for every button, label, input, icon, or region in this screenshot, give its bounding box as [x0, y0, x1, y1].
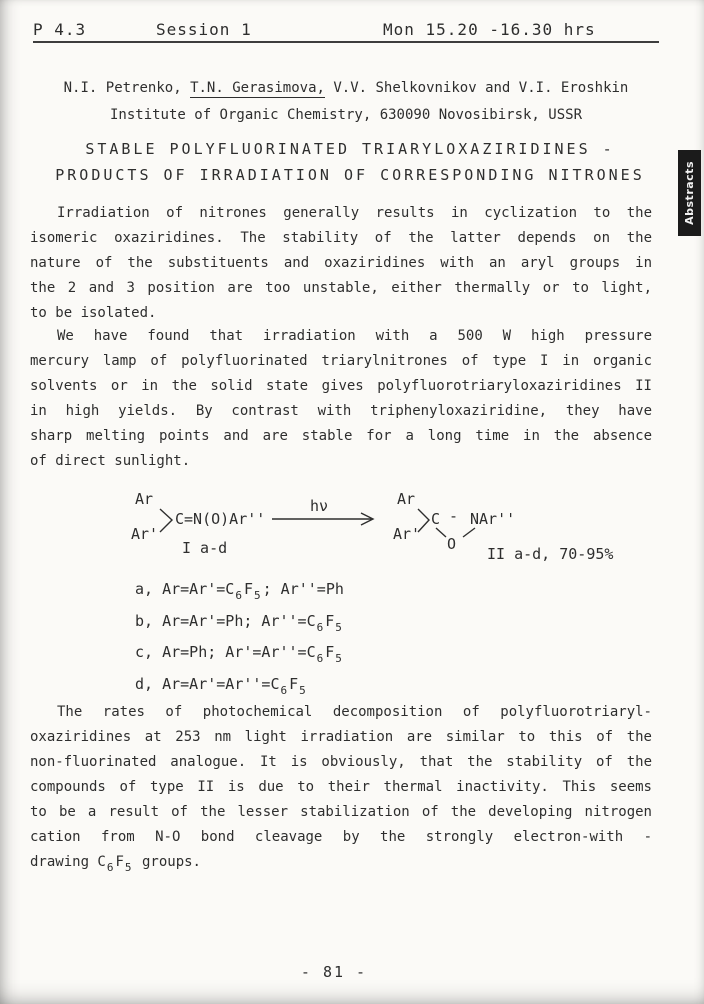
page-number: - 81 - — [300, 963, 368, 981]
product-n-group: NAr'' — [470, 510, 516, 528]
paragraph-line: We have found that irradiation with a 500 W high pressure — [57, 328, 652, 344]
paragraph-line: Irradiation of nitrones generally results in cyclization to the — [57, 205, 652, 221]
paragraph-line: drawing $C_6$ $F_5$ groups. — [30, 854, 201, 874]
paragraph-2 — [30, 324, 652, 474]
paragraph-line: cation from N-O bond cleavage by the strongly electron-with - — [30, 829, 652, 845]
author-names-pre: N.I. Petrenko, — [63, 80, 191, 96]
authors-line — [20, 80, 672, 96]
substituent-list — [135, 577, 344, 703]
paragraph-line: sharp melting points and are stable for a long time in the absence — [30, 428, 652, 444]
product-ar-prime-label: Ar' — [393, 525, 421, 543]
paragraph-line: the 2 and 3 position are too unstable, either thermally or to light, — [30, 280, 652, 296]
session-code: P 4.3 — [33, 20, 87, 39]
product-o-atom: O — [447, 535, 457, 553]
reactant-label: I a-d — [182, 539, 228, 557]
paragraph-line: isomeric oxaziridines. The stability of the latter depends on the — [30, 230, 652, 246]
paragraph-line: in high yields. By contrast with triphenyloxaziridine, they have — [30, 403, 652, 419]
session-name: Session 1 — [156, 20, 252, 39]
product-c-atom: C — [431, 510, 441, 528]
title-line-2: PRODUCTS OF IRRADIATION OF CORRESPONDING NITRONES — [55, 166, 645, 184]
paragraph-1 — [30, 201, 652, 326]
product-co-bond-line — [436, 528, 446, 537]
product-ar-label: Ar — [397, 490, 416, 508]
product-on-bond-line — [463, 528, 475, 537]
reaction-scheme — [120, 478, 648, 570]
reaction-condition: hν — [309, 497, 329, 515]
reaction-scheme-svg — [120, 478, 648, 570]
reactant-formula: C=N(O)Ar'' — [175, 510, 266, 528]
paragraph-line: oxaziridines at 253 nm light irradiation are similar to this of the — [30, 729, 652, 745]
product-label: II a-d, 70-95% — [487, 545, 614, 563]
page-header — [33, 16, 659, 43]
abstracts-side-tab — [678, 150, 701, 236]
title-line-1: STABLE POLYFLUORINATED TRIARYLOXAZIRIDINES - — [85, 140, 615, 158]
paragraph-line: of direct sunlight. — [30, 453, 191, 469]
paper-title — [20, 136, 680, 188]
reactant-bond-lines — [160, 509, 172, 532]
session-time: Mon 15.20 -16.30 hrs — [383, 20, 596, 39]
paragraph-line: compounds of type II is due to their thermal inactivity. This seems — [30, 779, 652, 795]
reactant-ar-label: Ar — [135, 490, 154, 508]
reactant-ar-prime-label: Ar' — [131, 525, 159, 543]
substituent-c: c, Ar=Ph; $Ar'=Ar''=C_6$ $F_5$ — [135, 643, 342, 665]
paragraph-line: mercury lamp of polyfluorinated triarylnitrones of type I in organic — [30, 353, 652, 369]
paragraph-line: nature of the substituents and oxaziridines with an aryl groups in — [30, 255, 652, 271]
paragraph-line: The rates of photochemical decomposition of polyfluorotriaryl- — [57, 704, 652, 720]
substituent-b: b, Ar=Ar'=Ph; $Ar''=C_6$ $F_5$ — [135, 611, 342, 634]
author-names-post: V.V. Shelkovnikov and V.I. Eroshkin — [324, 80, 629, 96]
substituent-a: a, $Ar=Ar'=C_6$ $F_5$ ; Ar''=Ph — [135, 580, 344, 602]
author-name-underlined: T.N. Gerasimova, — [190, 80, 325, 96]
paragraph-line: to be a result of the lesser stabilization of the developing nitrogen — [30, 804, 652, 820]
paragraph-line: solvents or in the solid state gives polyfluorotriaryloxaziridines II — [30, 378, 652, 394]
paragraph-line: to be isolated. — [30, 305, 157, 321]
product-cn-bond: - — [449, 507, 459, 525]
side-tab-label: Abstracts — [683, 161, 696, 225]
substituent-d: d, $Ar=Ar'=Ar''=C_6$ $F_5$ — [135, 674, 306, 697]
paragraph-line: non-fluorinated analogue. It is obviously, that the stability of the — [30, 754, 652, 770]
affiliation: Institute of Organic Chemistry, 630090 Novosibirsk, USSR — [109, 107, 582, 123]
paragraph-3 — [30, 700, 652, 880]
